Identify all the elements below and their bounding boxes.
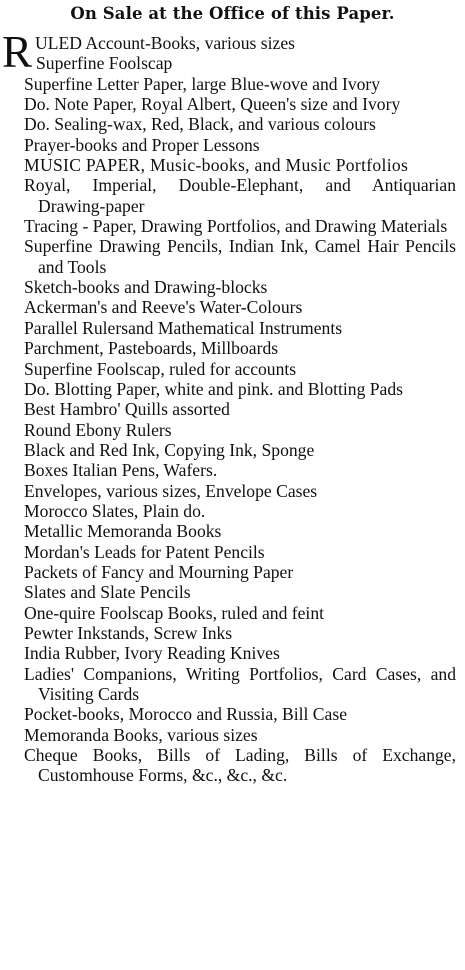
list-item: Pewter Inkstands, Screw Inks [24,622,233,643]
stationery-item-list [2,27,456,786]
list-item: Superfine Foolscap, ruled for accounts [24,358,297,379]
list-item: Pocket-books, Morocco and Russia, Bill Case [24,704,348,725]
list-item: Superfine Drawing Pencils, Indian Ink, Camel Hair Pencils and Tools [24,236,456,277]
list-item: Do. Note Paper, Royal Albert, Queen's size and Ivory [24,94,401,115]
list-item: Parallel Rulersand Mathematical Instruments [24,317,343,338]
list-item: Slates and Slate Pencils [24,582,191,603]
list-item: Cheque Books, Bills of Lading, Bills of Exchange, Customhouse Forms, &c., &c., &c. [24,745,456,786]
list-item: Envelopes, various sizes, Envelope Cases [24,480,318,501]
advertisement-heading: On Sale at the Office of this Paper. [70,4,395,23]
list-item: Metallic Memoranda Books [24,521,222,542]
list-item: Round Ebony Rulers [24,419,172,440]
list-item: Boxes Italian Pens, Wafers. [24,460,218,481]
list-item: Mordan's Leads for Patent Pencils [24,541,265,562]
list-item: Morocco Slates, Plain do. [24,500,206,521]
list-item: Packets of Fancy and Mourning Paper [24,561,294,582]
list-item: Superfine Letter Paper, large Blue-wove and Ivory [24,73,381,94]
list-item: Best Hambro' Quills assorted [24,399,230,420]
list-item: Prayer-books and Proper Lessons [24,134,260,155]
list-item: Do. Sealing-wax, Red, Black, and various colours [24,114,376,135]
list-item-text: Superfine Foolscap [36,53,173,74]
list-item: Ladies' Companions, Writing Portfolios, Card Cases, and Visiting Cards [24,663,456,704]
list-item [2,27,456,77]
list-item: Black and Red Ink, Copying Ink, Sponge [24,439,315,460]
list-item: Ackerman's and Reeve's Water-Colours [24,297,303,318]
list-item: Do. Blotting Paper, white and pink. and Blotting Pads [24,378,404,399]
list-item: MUSIC PAPER, Music-books, and Music Portfolios [24,155,409,176]
list-item: Sketch-books and Drawing-blocks [24,277,268,298]
drop-cap: R [2,27,33,77]
list-item: Parchment, Pasteboards, Millboards [24,338,279,359]
list-item-text: ULED Account-Books, various sizes [35,33,295,53]
list-item: Memoranda Books, various sizes [24,724,258,745]
list-item: Royal, Imperial, Double-Elephant, and Antiquarian Drawing-paper [24,175,456,216]
list-item: One-quire Foolscap Books, ruled and feint [24,602,325,623]
list-item: Tracing - Paper, Drawing Portfolios, and Drawing Materials [24,216,448,237]
list-item: India Rubber, Ivory Reading Knives [24,643,280,664]
